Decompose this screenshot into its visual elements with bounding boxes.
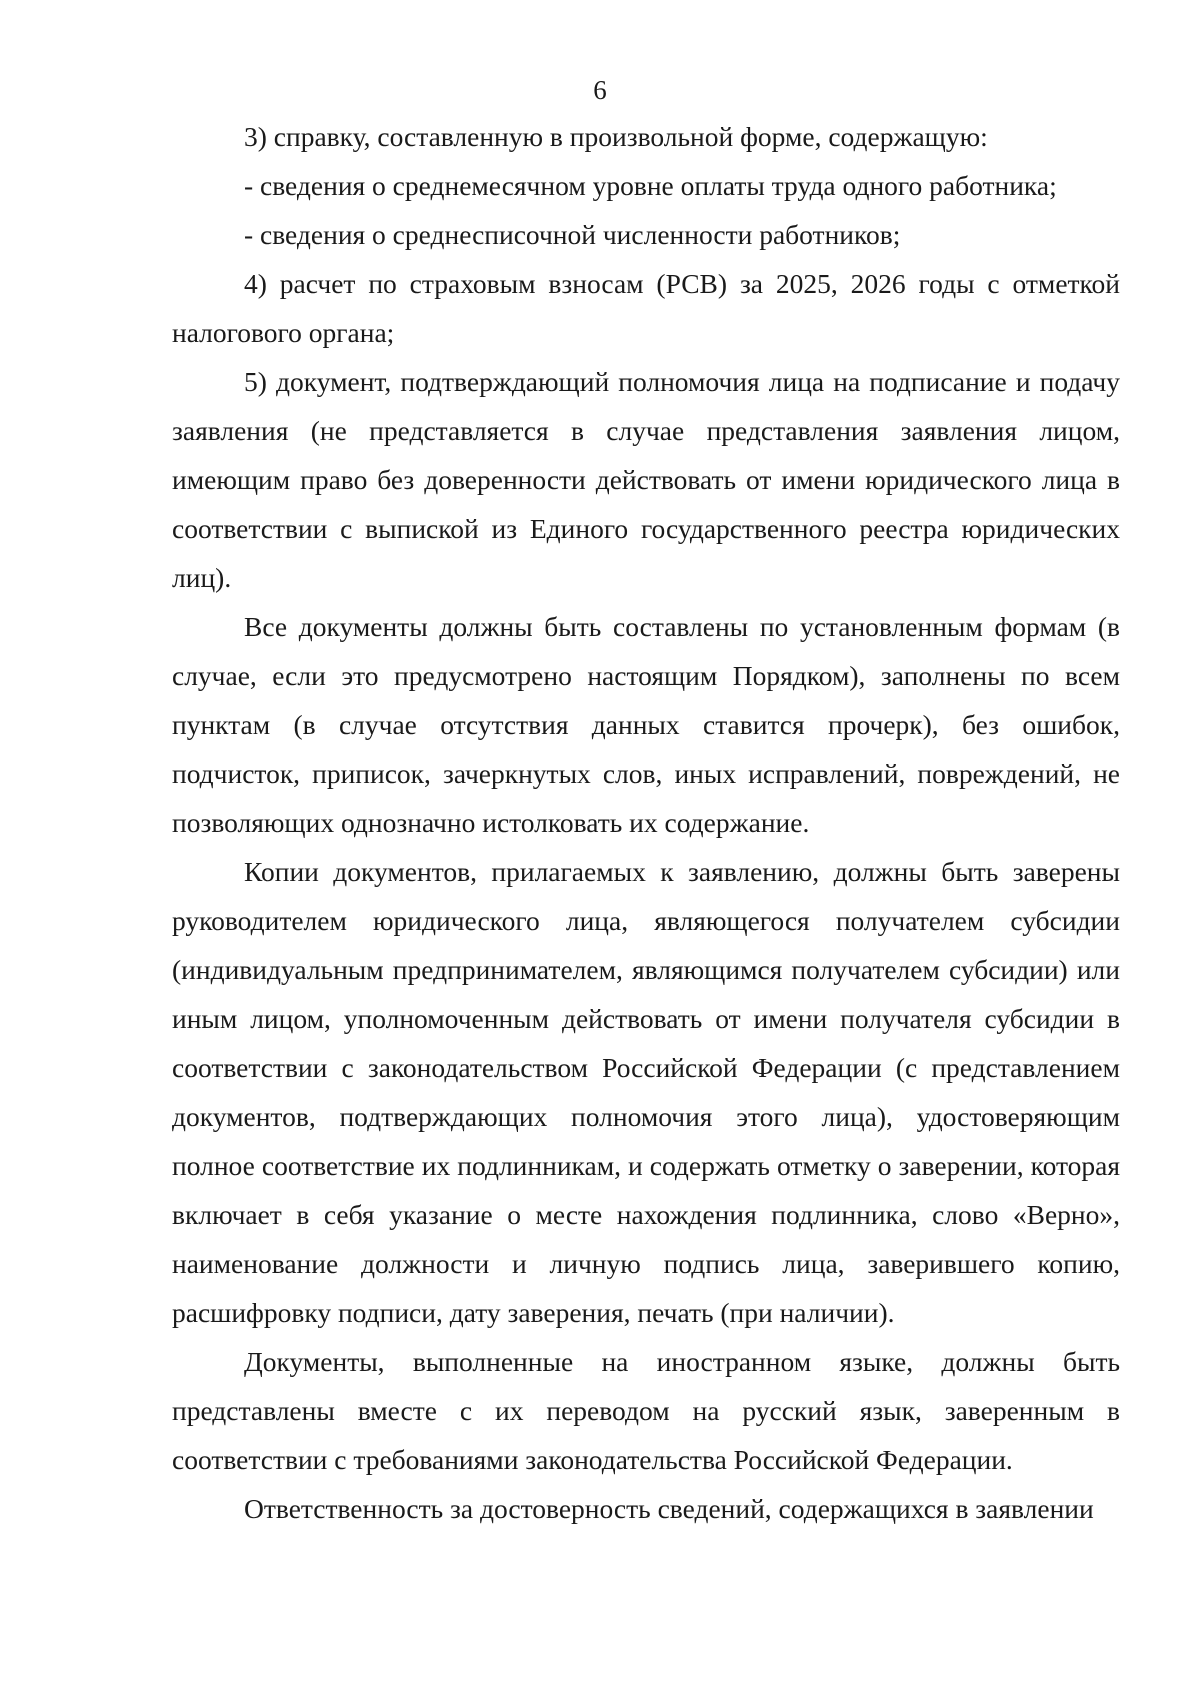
paragraph-item-4: 4) расчет по страховым взносам (РСВ) за 2025, 2026 годы с отметкой налогового органа; — [172, 268, 1120, 348]
paragraph-bullet-headcount: - сведения о среднесписочной численности работников; — [244, 219, 901, 250]
document-body — [172, 112, 1120, 1533]
paragraph-forms-requirements: Все документы должны быть составлены по установленным формам (в случае, если это предусмотрено настоящим Порядком), заполнены по всем пунктам (в случае отсутствия данных ставится прочерк), без ошибок, подчисток, приписок, зачеркнутых слов, иных исправлений, повреждений, не позволяющих однозначно истолковать их содержание. — [172, 611, 1120, 838]
paragraph-responsibility: Ответственность за достоверность сведений, содержащихся в заявлении — [244, 1493, 1094, 1524]
paragraph-item-5: 5) документ, подтверждающий полномочия лица на подписание и подачу заявления (не представляется в случае представления заявления лицом, имеющим право без доверенности действовать от имени юридического лица в соответствии с выпиской из Единого государственного реестра юридических лиц). — [172, 366, 1120, 593]
paragraph-foreign-language: Документы, выполненные на иностранном языке, должны быть представлены вместе с их переводом на русский язык, заверенным в соответствии с требованиями законодательства Российской Федерации. — [172, 1346, 1120, 1475]
page-number: 6 — [593, 75, 607, 105]
paragraph-bullet-salary: - сведения о среднемесячном уровне оплаты труда одного работника; — [244, 170, 1057, 201]
paragraph-item-3: 3) справку, составленную в произвольной форме, содержащую: — [244, 121, 988, 152]
paragraph-copies-certification: Копии документов, прилагаемых к заявлению, должны быть заверены руководителем юридического лица, являющегося получателем субсидии (индивидуальным предпринимателем, являющимся получателем субсидии) или иным лицом, уполномоченным действовать от имени получателя субсидии в соответствии с законодательством Российской Федерации (с представлением документов, подтверждающих полномочия этого лица), удостоверяющим полное соответствие их подлинникам, и содержать отметку о заверении, которая включает в себя указание о месте нахождения подлинника, слово «Верно», наименование должности и личную подпись лица, заверившего копию, расшифровку подписи, дату заверения, печать (при наличии). — [172, 856, 1120, 1328]
